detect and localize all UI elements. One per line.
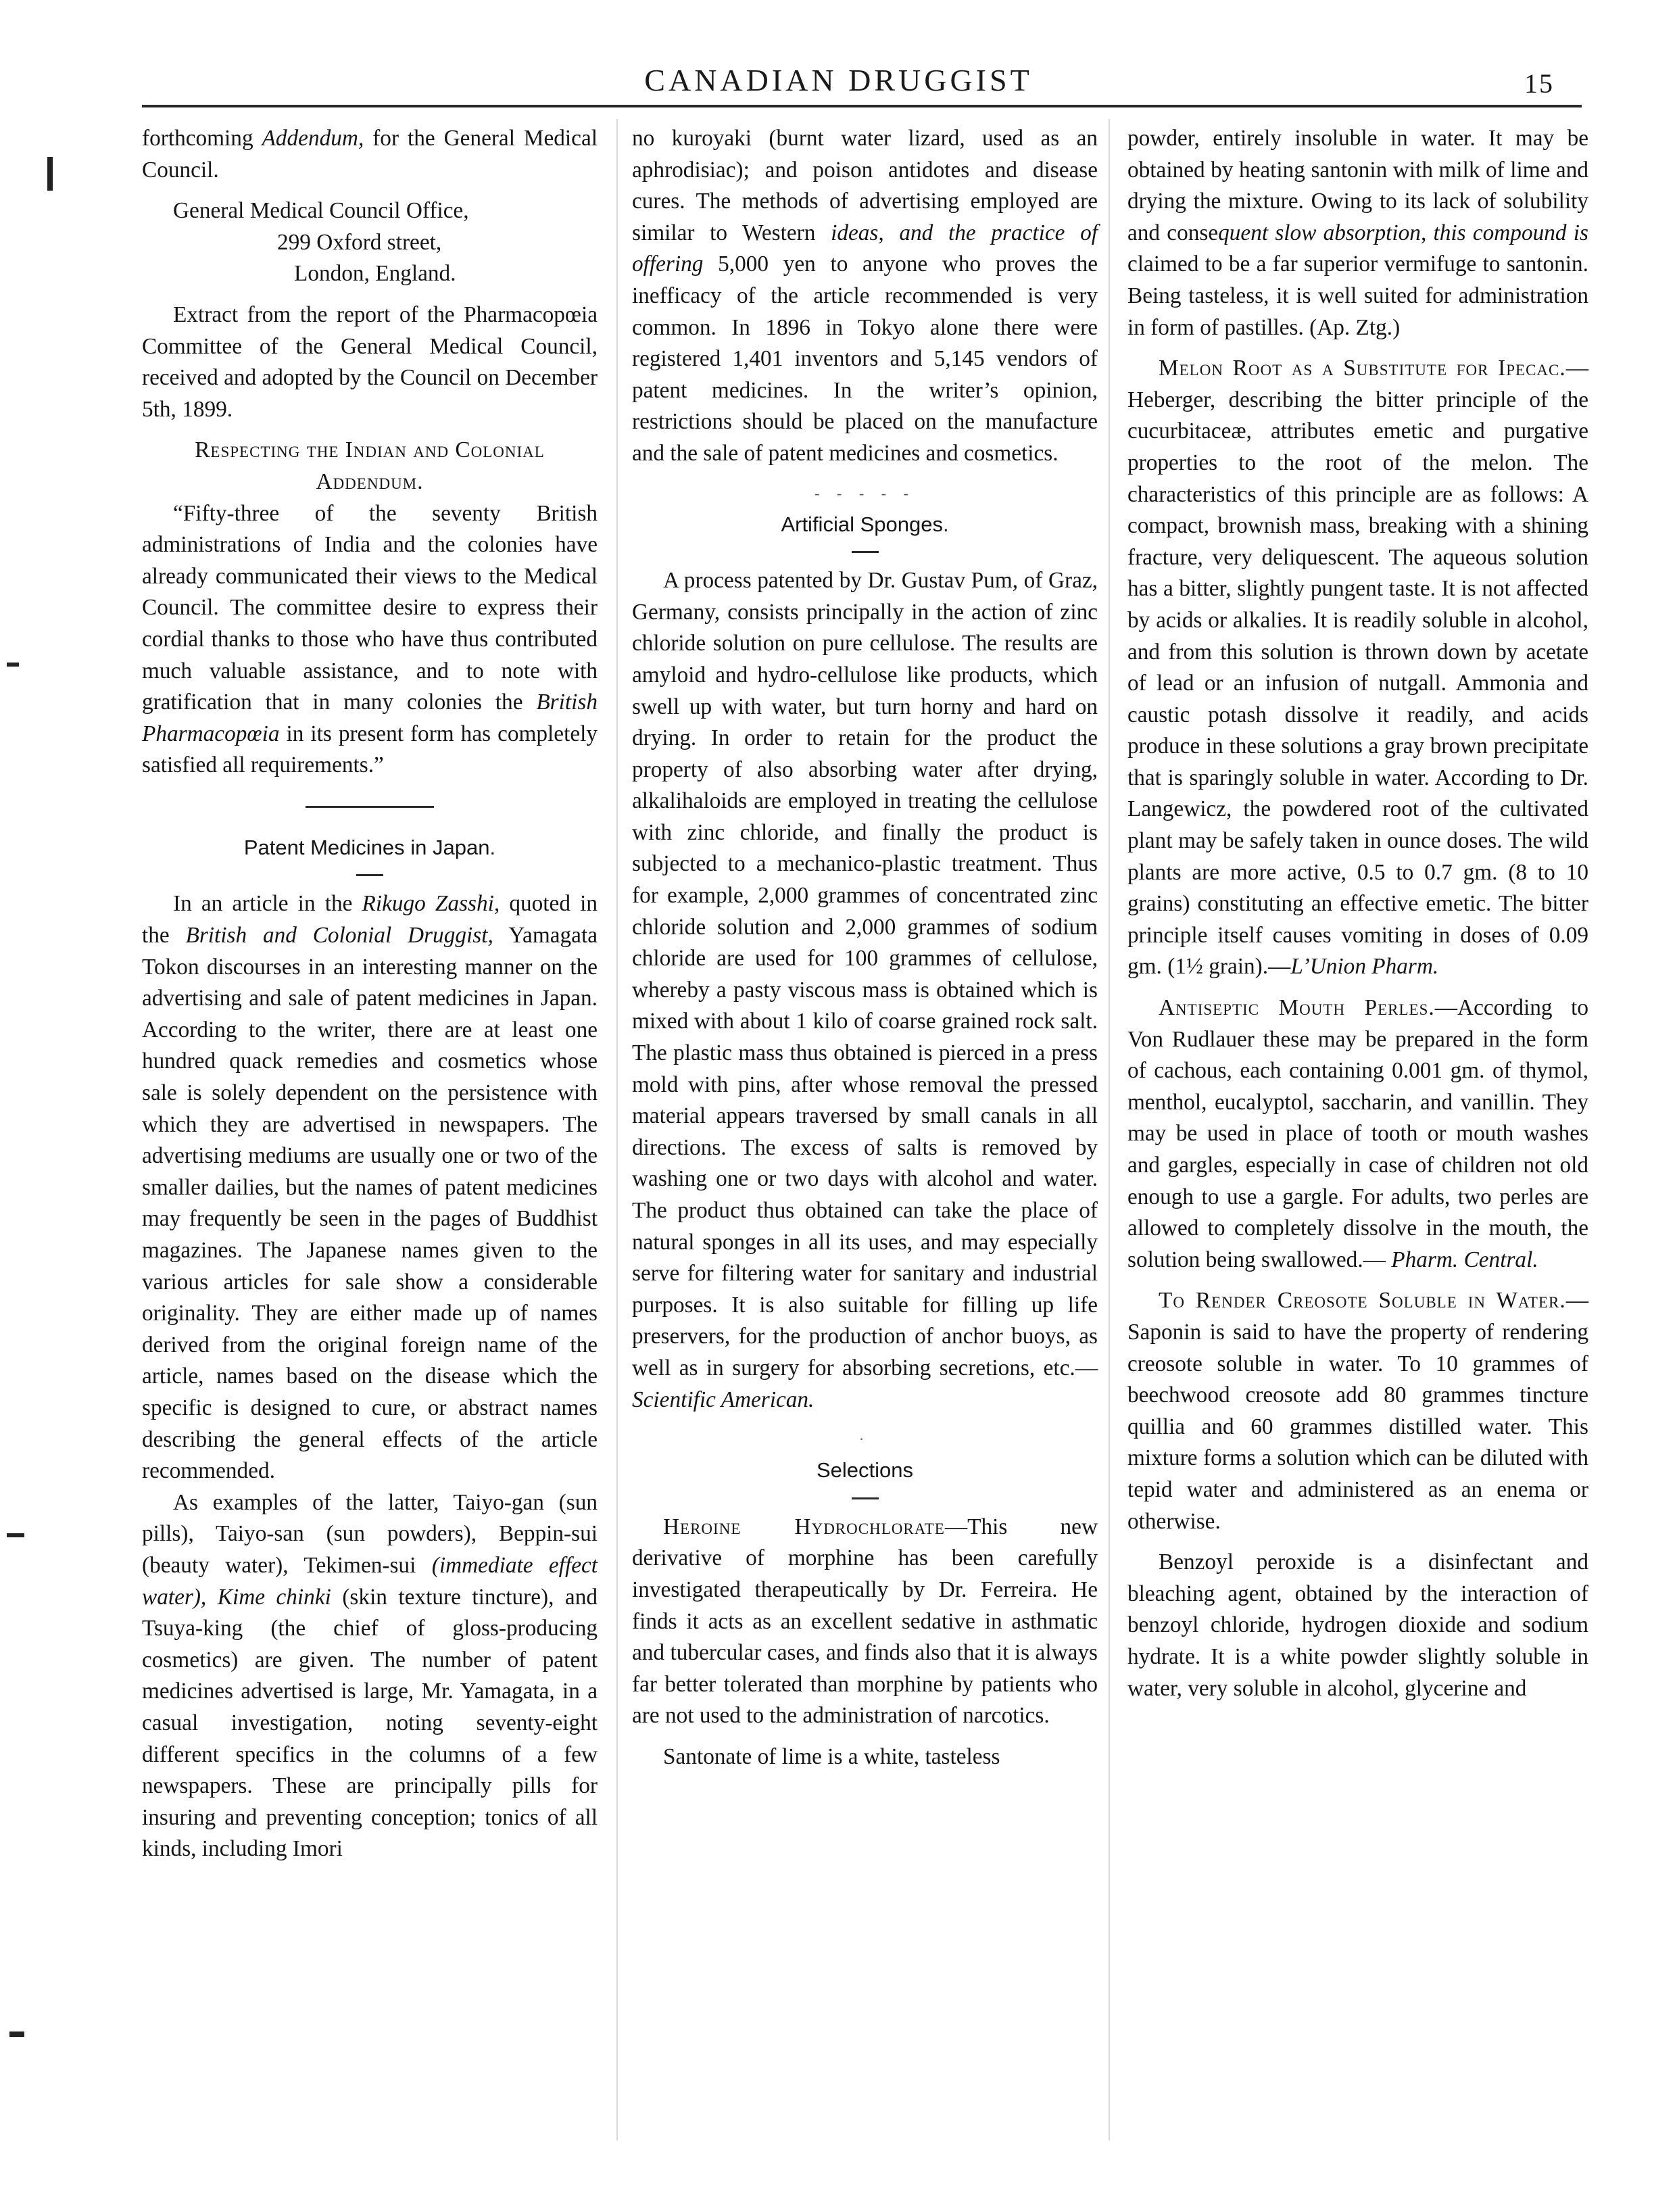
melon-paragraph: Melon Root as a Substitute for Ipecac.—Heberger, describing the bitter principle of the cucurbitaceæ, attributes emetic and purgative properties to the root of the melon. The characteristics of this principle are as follows: A compact, brownish mass, breaking with a shining fracture, very deliquescent. The aqueous solution has a bitter, slightly pungent taste. It is not affected by acids or alkalies. It is readily soluble in alcohol, and from this solution is thrown down by acetate of lead or an infusion of nutgall. Ammonia and caustic potash dissolve it readily, and acids produce in these solutions a gray brown precipitate that is sparingly soluble in water. According to Dr. Langewicz, the powdered root of the cultivated plant may be safely taken in ounce doses. The wild plants are more active, 0.5 to 0.7 gm. (8 to 10 grains) constituting an effective emetic. The bitter principle itself causes vomiting in doses of 0.09 gm. (1½ grain).—L’Union Pharm. — [1127, 356, 1588, 980]
address-line: 299 Oxford street, — [277, 229, 442, 255]
extract-paragraph: Extract from the report of the Pharmacopœia Committee of the General Medical Council, received and adopted by the Council on December 5th, 1899. — [142, 302, 598, 422]
column-1 — [142, 123, 598, 1865]
address-line: General Medical Council Office, — [173, 198, 469, 224]
title-dash — [356, 874, 383, 876]
santonate-paragraph: Santonate of lime is a white, tasteless — [663, 1744, 1000, 1769]
column-2 — [632, 123, 1098, 1773]
title-dash — [852, 551, 879, 553]
header-rule — [142, 105, 1582, 107]
section-divider: · — [858, 1430, 871, 1448]
margin-mark — [9, 2031, 24, 2037]
respecting-heading: Respecting the Indian and Colonial Addendum. — [195, 437, 545, 494]
japan-continued: no kuroyaki (burnt water lizard, used as an aphrodisiac); and poison antidotes and disease cures. The methods of advertising employed are similar to Western ideas, and the practice of offering 5,000 yen to anyone who proves the inefficacy of the article recommended is very common. In 1896 in Tokyo alone there were registered 1,401 inventors and 5,145 vendors of patent medicines. In the writer’s opinion, restrictions should be placed on the manufacture and the sale of patent medicines and cosmetics. — [632, 126, 1098, 466]
section-title-selections: Selections — [816, 1458, 914, 1483]
quote-paragraph: “Fifty-three of the seventy British administrations of India and the colonies have already communicated their views to the Medical Council. The committee desire to express their cordial thanks to those who have thus contributed much valuable assistance, and to note with gratification that in many colonies the British Pharmacopœia in its present form has completely satisfied all requirements.” — [142, 500, 598, 778]
heroine-paragraph: Heroine Hydrochlorate—This new derivative of morphine has been carefully investigated therapeutically by Dr. Ferreira. He finds it acts as an excellent sedative in asthmatic and tubercular cases, and finds also that it is always far better tolerated than morphine by patients who are not used to the administration of narcotics. — [632, 1514, 1098, 1729]
creosote-paragraph: To Render Creosote Soluble in Water.—Saponin is said to have the property of rendering creosote soluble in water. To 10 grammes of beechwood creosote add 80 grammes tincture quillia and 60 grammes distilled water. This mixture forms a solution which can be diluted with tepid water and administered as an enema or otherwise. — [1127, 1288, 1588, 1534]
address-line: London, England. — [294, 261, 456, 287]
section-title-sponges: Artificial Sponges. — [781, 512, 949, 536]
column-divider — [616, 119, 618, 2140]
sponges-paragraph: A process patented by Dr. Gustav Pum, of Graz, Germany, consists principally in the action of zinc chloride solution on pure cellulose. The results are amyloid and hydro-cellulose like products, which swell up with water, but turn horny and hard on drying. In order to retain for the product the property of also absorbing water after drying, alkalihaloids are employed in treating the cellulose with zinc chloride, and finally the product is subjected to a mechanico-plastic treatment. Thus for example, 2,000 grammes of concentrated zinc chloride solution and 2,000 grammes of sodium chloride are used for 100 grammes of cellulose, whereby a pasty viscous mass is obtained which is mixed with about 1 kilo of coarse grained rock salt. The plastic mass thus obtained is pierced in a press mold with pins, after whose removal the pressed material appears traversed by small canals in all directions. The excess of salts is removed by washing one or two days with alcohol and water. The product thus obtained can take the place of natural sponges in all its uses, and may especially serve for filtering water for sanitary and industrial purposes. It is also suitable for filling up life preservers, for the production of anchor buoys, as well as in surgery for absorbing secretions, etc.—Scientific American. — [632, 568, 1098, 1412]
mouth-perles-paragraph: Antiseptic Mouth Perles.—According to Von Rudlauer these may be prepared in the form of cachous, each containing 0.001 gm. of thymol, menthol, eucalyptol, saccharin, and vanillin. They may be used in place of tooth or mouth washes and gargles, especially in case of children not old enough to use a gargle. For adults, two perles are allowed to completely dissolve in the mouth, the solution being swallowed.— Pharm. Central. — [1127, 995, 1588, 1272]
column-3 — [1127, 123, 1588, 1704]
japan-paragraph-1: In an article in the Rikugo Zasshi, quoted in the British and Colonial Druggist, Yamagata Tokon discourses in an interesting manner on the advertising and sale of patent medicines in Japan. According to the writer, there are at least one hundred quack remedies and cosmetics whose sale is solely dependent on the persistence with which they are advertised in newspapers. The advertising mediums are usually one or two of the smaller dailies, but the names of patent medicines may frequently be seen in the pages of Buddhist magazines. The Japanese names given to the various articles for sale show a considerable originality. They are either made up of names derived from the original foreign name of the article, names based on the disease which the specific is designed to cure, or abstract names describing the general effects of the article recommended. — [142, 891, 598, 1484]
section-title-japan: Patent Medicines in Japan. — [243, 835, 496, 859]
japan-paragraph-2: As examples of the latter, Taiyo-gan (sun pills), Taiyo-san (sun powders), Beppin-sui (beauty water), Tekimen-sui (immediate effect water), Kime chinki (skin texture tincture), and Tsuya-king (the chief of gloss-producing cosmetics) are given. The number of patent medicines advertised is large, Mr. Yamagata, in a casual investigation, noting seventy-eight different specifics in the columns of a few newspapers. These are principally pills for insuring and preventing conception; tonics of all kinds, including Imori — [142, 1489, 598, 1862]
section-divider — [306, 806, 434, 808]
column-divider — [1109, 119, 1110, 2140]
section-divider: - - - - - — [815, 484, 915, 502]
santonate-continued: powder, entirely insoluble in water. It may be obtained by heating santonin with milk of lime and drying the mixture. Owing to its lack of solubility and consequent slow absorption, this compound is claimed to be a far superior vermifuge to santonin. Being tasteless, it is well suited for administration in form of pastilles. (Ap. Ztg.) — [1127, 126, 1588, 340]
page-number: 15 — [1524, 68, 1554, 99]
margin-mark — [47, 157, 53, 191]
benzoyl-paragraph: Benzoyl peroxide is a disinfectant and bleaching agent, obtained by the interaction of benzoyl chloride, hydrogen dioxide and sodium hydrate. It is a white powder slightly soluble in water, very soluble in alcohol, glycerine and — [1127, 1549, 1588, 1701]
journal-title: CANADIAN DRUGGIST — [644, 63, 1033, 97]
margin-mark — [7, 1533, 24, 1537]
addendum-intro: forthcoming Addendum, for the General Medical Council. — [142, 126, 598, 183]
title-dash — [852, 1497, 879, 1499]
margin-mark — [7, 663, 19, 667]
